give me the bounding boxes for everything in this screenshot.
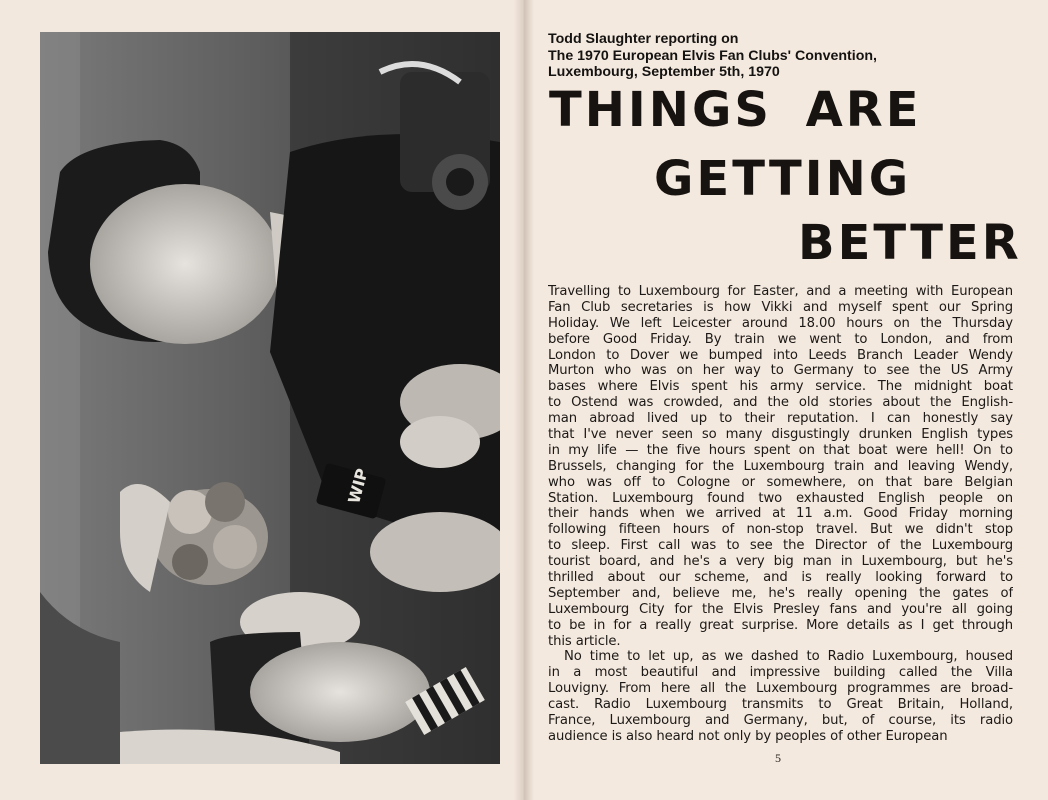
page-number: 5 <box>775 751 781 765</box>
paragraph-1 <box>548 284 1013 649</box>
article-line: London to Dover we bumped into Leeds Branch Leader Wendy <box>548 347 1013 363</box>
article-line: to Ostend was crowded, and the old stories about the English- <box>548 395 1013 411</box>
paragraph-2 <box>548 649 1013 744</box>
article-line: following fifteen hours of non-stop travel. But we didn't stop <box>548 522 1013 538</box>
article-line: Luxembourg City for the Elvis Presley fans and you're all going <box>548 601 1013 617</box>
article-line: thrilled about our scheme, and is really looking forward to <box>548 570 1013 586</box>
article-line: their hands when we arrived at 11 a.m. Good Friday morning <box>548 506 1013 522</box>
article-line: audience is also heard not only by peoples of other European <box>548 728 948 744</box>
byline-line-2: The 1970 European Elvis Fan Clubs' Convention, <box>548 47 877 64</box>
article-line: before Good Friday. By train we went to London, and from <box>548 331 1013 347</box>
article-line: Brussels, changing for the Luxembourg train and leaving Wendy, <box>548 458 1013 474</box>
article-line: that I've never seen so many disgustingly drunken English types <box>548 427 1013 443</box>
article-line: Murton who was on her way to Germany to see the US Army <box>548 363 1013 379</box>
headline <box>0 0 1048 280</box>
byline-line-3: Luxembourg, September 5th, 1970 <box>548 64 780 80</box>
article-body <box>548 284 1013 745</box>
article-line: this article. <box>548 633 621 649</box>
article-line: Holiday. We left Leicester around 18.00 hours on the Thursday <box>548 315 1013 331</box>
svg-text:WIP: WIP <box>344 466 372 506</box>
article-line: in my life — the five hours spent on that boat were hell! On to <box>548 442 1013 458</box>
headline-line-3: BETTER <box>798 215 1022 271</box>
article-line: in a most beautiful and impressive building called the Villa <box>548 665 1013 681</box>
byline-line-1: Todd Slaughter reporting on <box>548 31 739 47</box>
article-line: September and, believe me, he's really opening the gates of <box>548 585 1013 601</box>
article-line: to be in for a really great surprise. More details as I get through <box>548 617 1013 633</box>
article-line: Louvigny. From here all the Luxembourg programmes are broad- <box>548 681 1013 697</box>
article-line: tourist board, and he's a very big man in Luxembourg, but he's <box>548 554 1013 570</box>
article-line: cast. Radio Luxembourg transmits to Great Britain, Holland, <box>548 697 1013 713</box>
article-line: man abroad lived up to their reputation. I can honestly say <box>548 411 1013 427</box>
article-line: Fan Club secretaries is how Vikki and myself spent our Spring <box>548 299 1013 315</box>
article-line: No time to let up, as we dashed to Radio Luxembourg, housed <box>564 649 1013 665</box>
article-line: France, Luxembourg and Germany, but, of course, its radio <box>548 713 1013 729</box>
article-line: who was off to Cologne or somewhere, on that bare Belgian <box>548 474 1013 490</box>
headline-line-2: GETTING <box>654 151 912 207</box>
article-line: Travelling to Luxembourg for Easter, and a meeting with European <box>548 284 1013 299</box>
article-line: Station. Luxembourg found two exhausted English people on <box>548 490 1013 506</box>
headline-line-1: THINGS ARE <box>549 82 922 138</box>
article-line: to sleep. First call was to see the Director of the Luxembourg <box>548 538 1013 554</box>
article-line: bases where Elvis spent his army service. The midnight boat <box>548 379 1013 395</box>
